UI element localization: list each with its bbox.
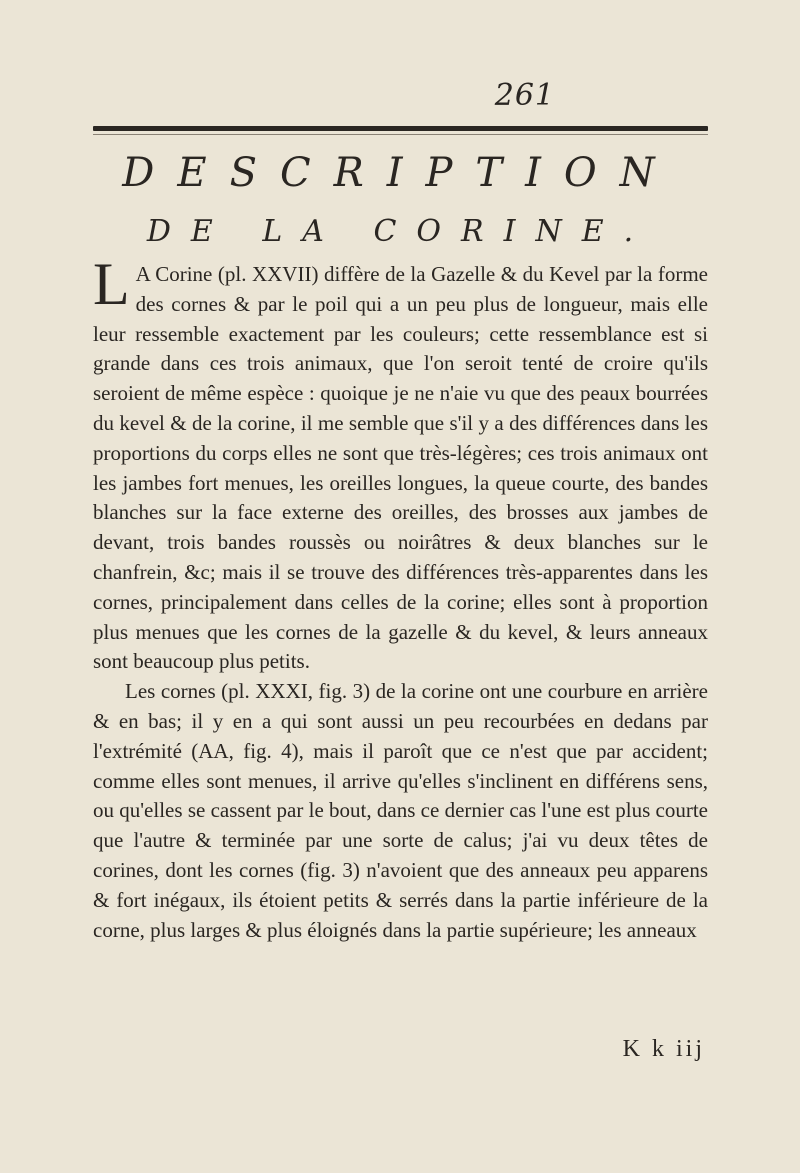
header-rule bbox=[93, 126, 708, 131]
body-text bbox=[93, 251, 708, 945]
drop-cap: L bbox=[93, 251, 130, 317]
signature-mark: K k iij bbox=[622, 1036, 705, 1062]
header-rule-thin bbox=[93, 134, 708, 135]
paragraph-1 bbox=[93, 251, 708, 677]
paragraph-2: Les cornes (pl. XXXI, fig. 3) de la corine ont une courbure en arrière & en bas; il y en a qui sont aussi un peu recourbées en dedans par l'extrémité (AA, fig. 4), mais il paroît que ce n'est que par accident; comme elles sont menues, il arrive qu'elles s'inclinent en différens sens, ou qu'elles se cassent par le bout, dans ce dernier cas l'une est plus courte que l'autre & terminée par une sorte de calus; j'ai vu deux têtes de corines, dont les cornes (fig. 3) n'avoient que des anneaux peu apparens & fort inégaux, ils étoient petits & serrés dans la partie inférieure de la corne, plus larges & plus éloignés dans la partie supérieure; les anneaux bbox=[93, 679, 708, 942]
page-number: 261 bbox=[494, 78, 555, 113]
page-subtitle: DE LA CORINE. bbox=[146, 214, 654, 249]
paragraph-1-text: A Corine (pl. XXVII) diffère de la Gazelle & du Kevel par la forme des cornes & par le poil qui a un peu plus de longueur, mais elle leur ressemble exactement par les couleurs; cette ressemblance est si grande dans ces trois animaux, que l'on seroit tenté de croire qu'ils seroient de même espèce : quoique je ne n'aie vu que des peaux bourrées du kevel & de la corine, il me semble que s'il y a des différences dans les proportions du corps elles ne sont que très-légères; ces trois animaux ont les jambes fort menues, les oreilles longues, la queue courte, des bandes blanches sur la face externe des oreilles, des brosses aux jambes de devant, trois bandes roussès ou noirâtres & deux blanches sur le chanfrein, &c; mais il se trouve des différences très-apparentes dans les cornes, principalement dans celles de la corine; elles sont à proportion plus menues que les cornes de la gazelle & du kevel, & leurs anneaux sont beaucoup plus petits. bbox=[93, 262, 708, 674]
page-title: DESCRIPTION bbox=[122, 150, 678, 196]
